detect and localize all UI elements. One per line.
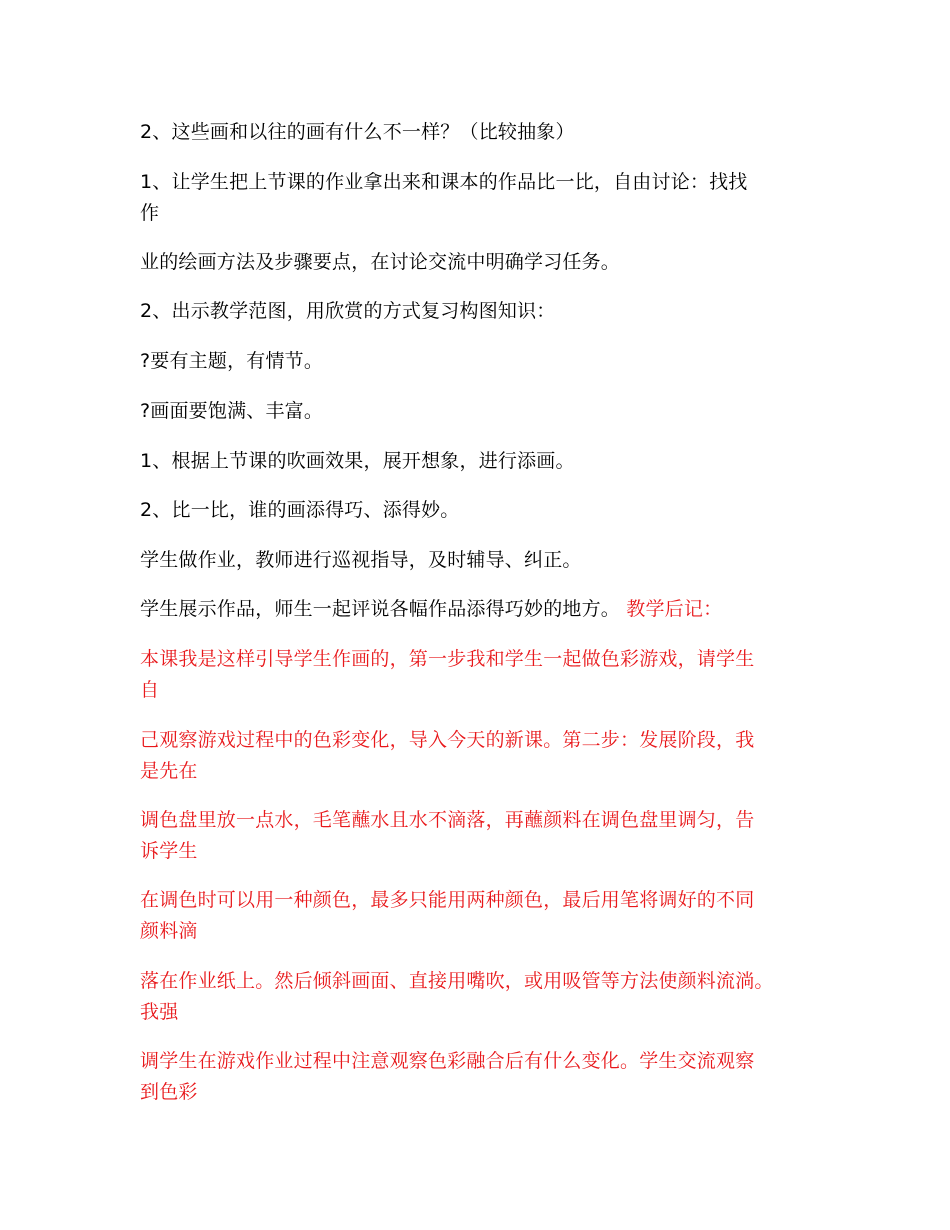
text-line: ?要有主题，有情节。 <box>140 350 324 372</box>
text-line-red: 在调色时可以用一种颜色，最多只能用两种颜色，最后用笔将调好的不同 <box>140 889 755 911</box>
text-line-red: 是先在 <box>140 760 198 782</box>
text-line: 1、根据上节课的吹画效果，展开想象，进行添画。 <box>140 450 575 472</box>
text-line <box>140 595 722 623</box>
text-line: 业的绘画方法及步骤要点，在讨论交流中明确学习任务。 <box>140 251 621 273</box>
text-line-red: 落在作业纸上。然后倾斜画面、直接用嘴吹，或用吸管等方法使颜料流淌。 <box>140 970 774 992</box>
text-line: 2、比一比，谁的画添得巧、添得妙。 <box>140 499 460 521</box>
text-line: 2、这些画和以往的画有什么不一样？（比较抽象） <box>140 121 575 143</box>
text-line: ?画面要饱满、丰富。 <box>140 400 324 422</box>
text-line: 学生做作业，教师进行巡视指导，及时辅导、纠正。 <box>140 549 582 571</box>
text-line-red: 自 <box>140 679 160 701</box>
text-line-red: 己观察游戏过程中的色彩变化，导入今天的新课。第二步：发展阶段，我 <box>140 729 755 751</box>
text-segment: 学生展示作品，师生一起评说各幅作品添得巧妙的地方。 <box>140 598 621 620</box>
text-line: 1、让学生把上节课的作业拿出来和课本的作品比一比，自由讨论：找找 <box>140 171 748 193</box>
text-line-red: 到色彩 <box>140 1081 198 1103</box>
text-line-red: 调色盘里放一点水，毛笔蘸水且水不滴落，再蘸颜料在调色盘里调匀，告 <box>140 809 755 831</box>
text-line: 2、出示教学范图，用欣赏的方式复习构图知识： <box>140 300 556 322</box>
text-line-red: 诉学生 <box>140 840 198 862</box>
text-line-red: 本课我是这样引导学生作画的，第一步我和学生一起做色彩游戏，请学生 <box>140 648 755 670</box>
text-line-red: 我强 <box>140 1001 179 1023</box>
afterword-heading: 教学后记： <box>626 598 723 620</box>
text-line-red: 调学生在游戏作业过程中注意观察色彩融合后有什么变化。学生交流观察 <box>140 1050 755 1072</box>
text-line-red: 颜料滴 <box>140 920 198 942</box>
text-line: 作 <box>140 202 160 224</box>
